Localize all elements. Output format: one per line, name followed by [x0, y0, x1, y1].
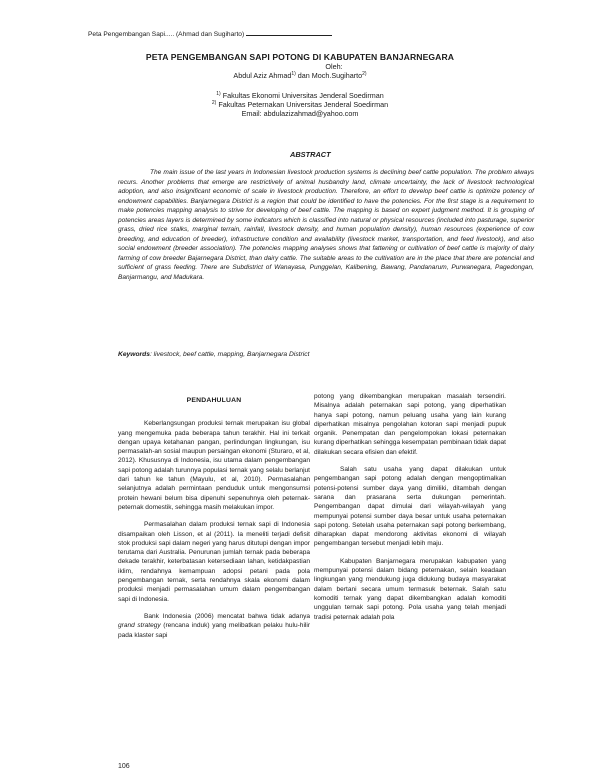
paragraph-text: Bank Indonesia (2006) mencatat bahwa tidak adanya — [144, 612, 310, 620]
author-1-sup: 1) — [291, 71, 296, 77]
author-2-sup: 2) — [362, 71, 367, 77]
abstract-text: The main issue of the last years in Indonesian livestock production systems is declining beef cattle population. The problem always recurs. Another problems that emerge are restrictively of animal husbandry land, climate uncertainty, the lack of livestock technological adoption, and also insignificant economic of scale in livestock production. Therefore, an effort to develop beef cattle is optimize potency of endowment capabilities. Banjarnegara District is a region that could be identified to have the potencies. For the first stage is a requirement to make potencies mapping analysis to strive for developing of beef cattle. The mapping is based on expert judgment method. It is grouping of potencies areas layers is determined by some indicators which is classified into natural or physical resources (included into pasturage, superior grass, dried rice stalks, marginal terrain, rainfall, livestock density, and human population density), human resources (experience of cow breeding, and education of breeder), infrastructure condition and availability (livestock market, transportation, and feed livestock), and also social endowment (breeder association). The potencies mapping analyses shows that fattening or cultivation of beef cattle is majority of dairy farming of cow breeder Bajarnegara District, than dairy cattle. The suitable areas to the cultivation are in the place that there are potencial and sufficient of grass feeding. There are Subdistrict of Wanayasa, Punggelan, Kalibening, Bawang, Pandanarum, Purwanegara, Pagedongan, Banjarmangu, and Madukara. — [118, 169, 534, 281]
affiliation-2-text: Fakultas Peternakan Universitas Jenderal Soedirman — [218, 100, 389, 109]
keywords-text: : livestock, beef cattle, mapping, Banjarnegara District — [149, 351, 310, 358]
paper-title: PETA PENGEMBANGAN SAPI POTONG DI KABUPATEN BANJARNEGARA — [145, 52, 455, 62]
page-number: 106 — [118, 763, 130, 770]
affiliation-2-sup: 2) — [211, 100, 217, 106]
paragraph: Kabupaten Banjarnegara merupakan kabupaten yang mempunyai potensi dalam bidang peternakan, selain keadaan lingkungan yang mendukung juga didukung budaya masyarakat dalam bertani secara umum termasuk beternak. Salah satu komoditi ternak yang dapat dikembangkan adalah komoditi unggulan ternak sapi potong. Pola usaha yang telah menjadi tradisi peternak adalah pola — [314, 557, 506, 621]
body-column-right — [314, 392, 506, 630]
author-connector: dan Moch.Sugiharto — [295, 71, 363, 80]
keywords-label: Keywords — [118, 351, 150, 358]
body-column-left — [118, 384, 310, 648]
paragraph-italic-term: grand strategy — [118, 622, 161, 630]
affiliations — [100, 91, 500, 118]
running-header — [88, 31, 332, 38]
paragraph: Salah satu usaha yang dapat dilakukan untuk pengembangan sapi potong adalah dengan mengoptimalkan potensi-potensi sumber daya yang dimiliki, ditambah dengan sarana dan prasarana serta dukungan pemerintah. Pengembangan dapat dimulai dari wilayah-wilayah yang mempunyai potensi sumber daya besar untuk usaha peternakan sapi potong. Setelah usaha peternakan sapi potong berkembang, diharapkan dapat mendorong aktivitas ekonomi di wilayah pengembangan tersebut menjadi lebih maju. — [314, 466, 506, 548]
paragraph: Permasalahan dalam produksi ternak sapi di Indonesia disampaikan oleh Lisson, et al (2011). Ia meneliti terjadi defisit stok produksi sapi dalam negeri yang harus ditutupi dengan impor terutama dari Australia. Penurunan jumlah ternak pada beberapa dekade terakhir, keterbatasan ketersediaan lahan, ketidakpastian iklim, rendahnya kemampuan adopsi petani pada pola pengembangan ternak, serta rendahnya skala ekonomi dalam produksi menjadi permasalahan umum dalam pengembangan sapi di Indonesia. — [118, 521, 310, 603]
affiliation-1 — [100, 91, 500, 100]
paragraph: potong yang dikembangkan merupakan masalah tersendiri. Misalnya adalah peternakan sapi potong, yang diperhatikan hanya sapi potong, namun peluang usaha yang lain kurang diperhatikan misalnya pengolahan kotoran sapi menjadi pupuk organik. Penempatan dan pengelompokan lokasi peternakan kurang diperhatikan sehingga kesempatan pembinaan tidak dapat dilakukan secara efisien dan efektif. — [314, 393, 506, 456]
running-header-text: Peta Pengembangan Sapi..... (Ahmad dan Sugiharto) — [88, 31, 245, 38]
author-1: Abdul Aziz Ahmad — [233, 71, 292, 80]
email: Email: abdulazizahmad@yahoo.com — [241, 109, 359, 118]
affiliation-1-text: Fakultas Ekonomi Universitas Jenderal Soedirman — [222, 91, 384, 100]
paragraph: Keberlangsungan produksi ternak merupakan isu global yang mengemuka pada beberapa tahun terakhir. Hal ini terkait dengan upaya ketahanan pangan, perlindungan lingkungan, isu permasalah-an sosial maupun persaingan ekonomi (Sturaro, et al, 2012). Khususnya di Indonesia, isu utama dalam pengembangan sapi potong adalah turunnya populasi ternak yang selalu berlanjut dari tahun ke tahun (Mayulu, et al, 2010). Permasalahan selanjutnya adalah permintaan penduduk untuk mengonsumsi protein hewani belum bisa dipenuhi sepenuhnya oleh peternak-peternak domestik, sehingga masih melakukan impor. — [118, 420, 310, 511]
abstract-heading: ABSTRACT — [290, 150, 331, 159]
title-block — [100, 52, 500, 118]
author-line — [100, 71, 500, 80]
section-heading-pendahuluan: PENDAHULUAN — [186, 397, 242, 404]
affiliation-2 — [100, 100, 500, 109]
paragraph-text: (rencana induk) yang melibatkan pelaku hulu-hilir pada klaster sapi — [118, 622, 310, 639]
running-header-rule — [246, 35, 332, 36]
by-label: Oleh: — [325, 62, 343, 71]
paragraph — [118, 612, 310, 640]
keywords — [118, 350, 538, 359]
affiliation-1-sup: 1) — [216, 91, 221, 97]
